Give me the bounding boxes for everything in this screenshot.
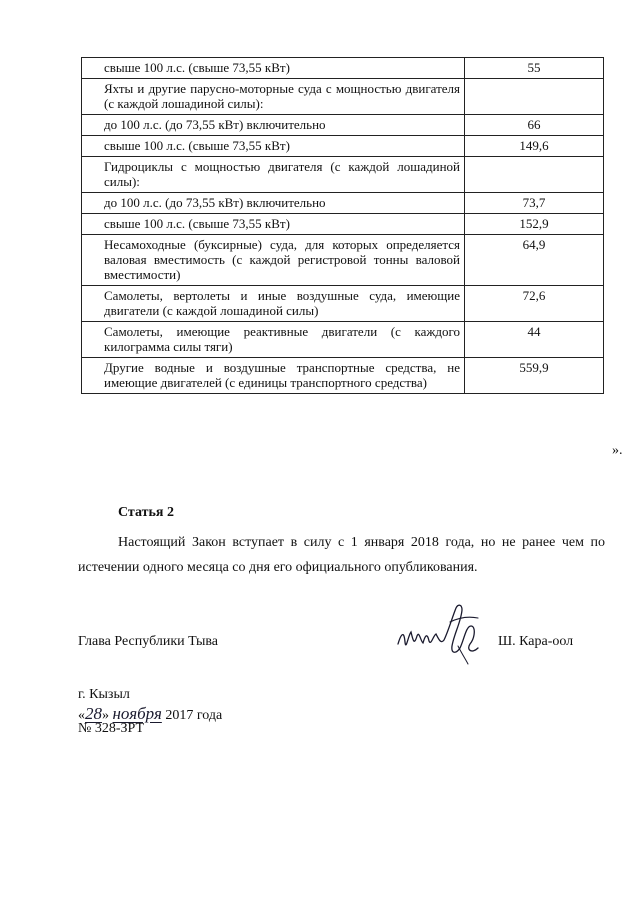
table-cell-rate xyxy=(465,157,604,193)
signatory-name: Ш. Кара-оол xyxy=(498,634,574,649)
table-row xyxy=(82,193,604,214)
table-cell-rate: 64,9 xyxy=(465,235,604,286)
table-row xyxy=(82,214,604,235)
table-cell-description: до 100 л.с. (до 73,55 кВт) включительно xyxy=(82,115,465,136)
table-cell-description: свыше 100 л.с. (свыше 73,55 кВт) xyxy=(82,58,465,79)
date-month: ноября xyxy=(112,704,162,723)
table-row xyxy=(82,79,604,115)
table-cell-description: Другие водные и воздушные транспортные средства, не имеющие двигателей (с единицы транспортного средства) xyxy=(82,358,465,394)
signing-place: г. Кызыл xyxy=(78,687,130,702)
table-cell-description: Гидроциклы с мощностью двигателя (с каждой лошадиной силы): xyxy=(82,157,465,193)
closing-quote: ». xyxy=(612,443,623,458)
tax-rates-table xyxy=(81,57,604,394)
table-row xyxy=(82,136,604,157)
table-cell-description: Самолеты, имеющие реактивные двигатели (с каждого килограмма силы тяги) xyxy=(82,322,465,358)
table-cell-rate: 55 xyxy=(465,58,604,79)
signatory-position: Глава Республики Тыва xyxy=(78,634,219,649)
table-cell-description: Яхты и другие парусно-моторные суда с мощностью двигателя (с каждой лошадиной силы): xyxy=(82,79,465,115)
table-row xyxy=(82,322,604,358)
article-text: Настоящий Закон вступает в силу с 1 января 2018 года, но не ранее чем по истечении одного месяца со дня его официального опубликования. xyxy=(78,535,605,575)
date-open-quote: « xyxy=(78,708,85,723)
table-cell-description: Самолеты, вертолеты и иные воздушные суда, имеющие двигатели (с каждой лошадиной силы) xyxy=(82,286,465,322)
table-cell-rate xyxy=(465,79,604,115)
table-cell-rate: 73,7 xyxy=(465,193,604,214)
table-cell-description: до 100 л.с. (до 73,55 кВт) включительно xyxy=(82,193,465,214)
table-row xyxy=(82,358,604,394)
table-row xyxy=(82,58,604,79)
table-cell-description: Несамоходные (буксирные) суда, для которых определяется валовая вместимость (с каждой регистровой тонны валовой вместимости) xyxy=(82,235,465,286)
table-cell-rate: 66 xyxy=(465,115,604,136)
date-close-quote: » xyxy=(102,708,109,723)
table-cell-description: свыше 100 л.с. (свыше 73,55 кВт) xyxy=(82,136,465,157)
table-row xyxy=(82,235,604,286)
law-number: № 328-ЗРТ xyxy=(78,721,145,736)
table-row xyxy=(82,157,604,193)
table-cell-rate: 559,9 xyxy=(465,358,604,394)
table-cell-rate: 72,6 xyxy=(465,286,604,322)
handwritten-signature xyxy=(392,596,492,666)
date-day: 28 xyxy=(85,704,102,723)
tax-rates-table-body xyxy=(82,58,604,394)
table-cell-rate: 44 xyxy=(465,322,604,358)
article-title: Статья 2 xyxy=(118,505,174,520)
table-cell-rate: 149,6 xyxy=(465,136,604,157)
date-year: 2017 года xyxy=(165,708,223,723)
table-row xyxy=(82,286,604,322)
table-cell-rate: 152,9 xyxy=(465,214,604,235)
table-row xyxy=(82,115,604,136)
table-cell-description: свыше 100 л.с. (свыше 73,55 кВт) xyxy=(82,214,465,235)
